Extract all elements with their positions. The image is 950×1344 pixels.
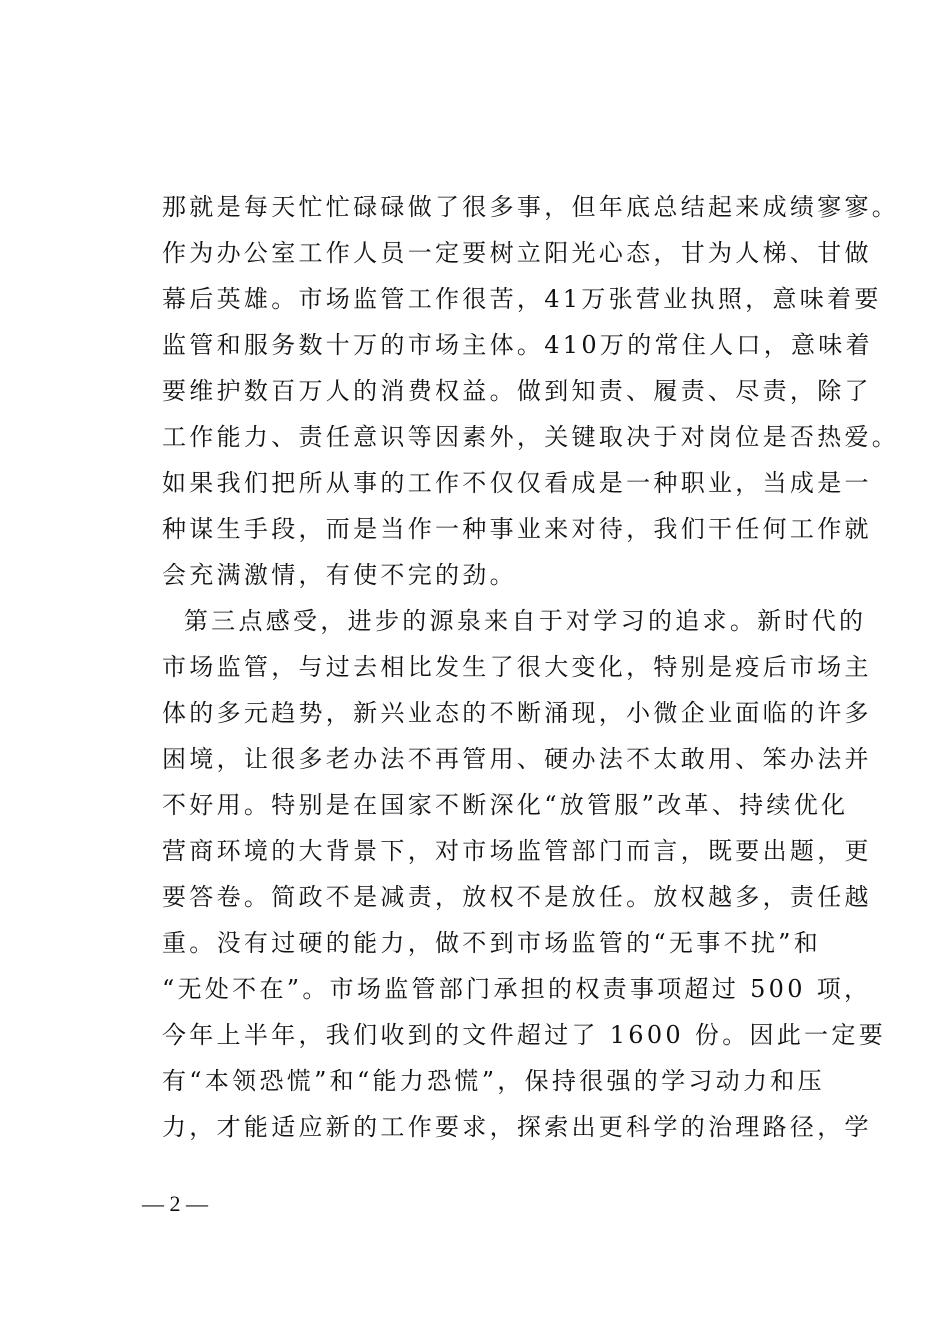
text-line: 重。没有过硬的能力，做不到市场监管的“无事不扰”和 (162, 929, 822, 957)
text-line: “无处不在”。市场监管部门承担的权责事项超过 500 项， (162, 975, 872, 1003)
text-line: 要答卷。简政不是减责，放权不是放任。放权越多，责任越 (162, 883, 872, 911)
text-line: 工作能力、责任意识等因素外，关键取决于对岗位是否热爱。 (162, 423, 900, 451)
text-line: 力，才能适应新的工作要求，探索出更科学的治理路径，学 (162, 1113, 872, 1141)
text-line: 有“本领恐慌”和“能力恐慌”，保持很强的学习动力和压 (162, 1067, 825, 1095)
text-line: 幕后英雄。市场监管工作很苦，41万张营业执照，意味着要 (162, 285, 882, 313)
text-line: 会充满激情，有使不完的劲。 (162, 561, 517, 589)
text-line: 营商环境的大背景下，对市场监管部门而言，既要出题，更 (162, 837, 872, 865)
text-line: 种谋生手段，而是当作一种事业来对待，我们干任何工作就 (162, 515, 872, 543)
text-line: 那就是每天忙忙碌碌做了很多事，但年底总结起来成绩寥寥。 (162, 193, 900, 221)
text-line: 要维护数百万人的消费权益。做到知责、履责、尽责，除了 (162, 377, 872, 405)
text-line: 作为办公室工作人员一定要树立阳光心态，甘为人梯、甘做 (162, 239, 872, 267)
text-line: 今年上半年，我们收到的文件超过了 1600 份。因此一定要 (162, 1021, 887, 1049)
paragraph-start-line: 第三点感受，进步的源泉来自于对学习的追求。新时代的 (162, 607, 867, 635)
body-text (162, 184, 900, 1150)
text-line: 监管和服务数十万的市场主体。410万的常住人口，意味着 (162, 331, 873, 359)
text-line: 困境，让很多老办法不再管用、硬办法不太敢用、笨办法并 (162, 745, 872, 773)
text-line: 如果我们把所从事的工作不仅仅看成是一种职业，当成是一 (162, 469, 872, 497)
text-line: 不好用。特别是在国家不断深化“放管服”改革、持续优化 (162, 791, 849, 819)
page-number: — 2 — (142, 1191, 208, 1216)
text-line: 体的多元趋势，新兴业态的不断涌现，小微企业面临的许多 (162, 699, 872, 727)
text-line: 市场监管，与过去相比发生了很大变化，特别是疫后市场主 (162, 653, 872, 681)
